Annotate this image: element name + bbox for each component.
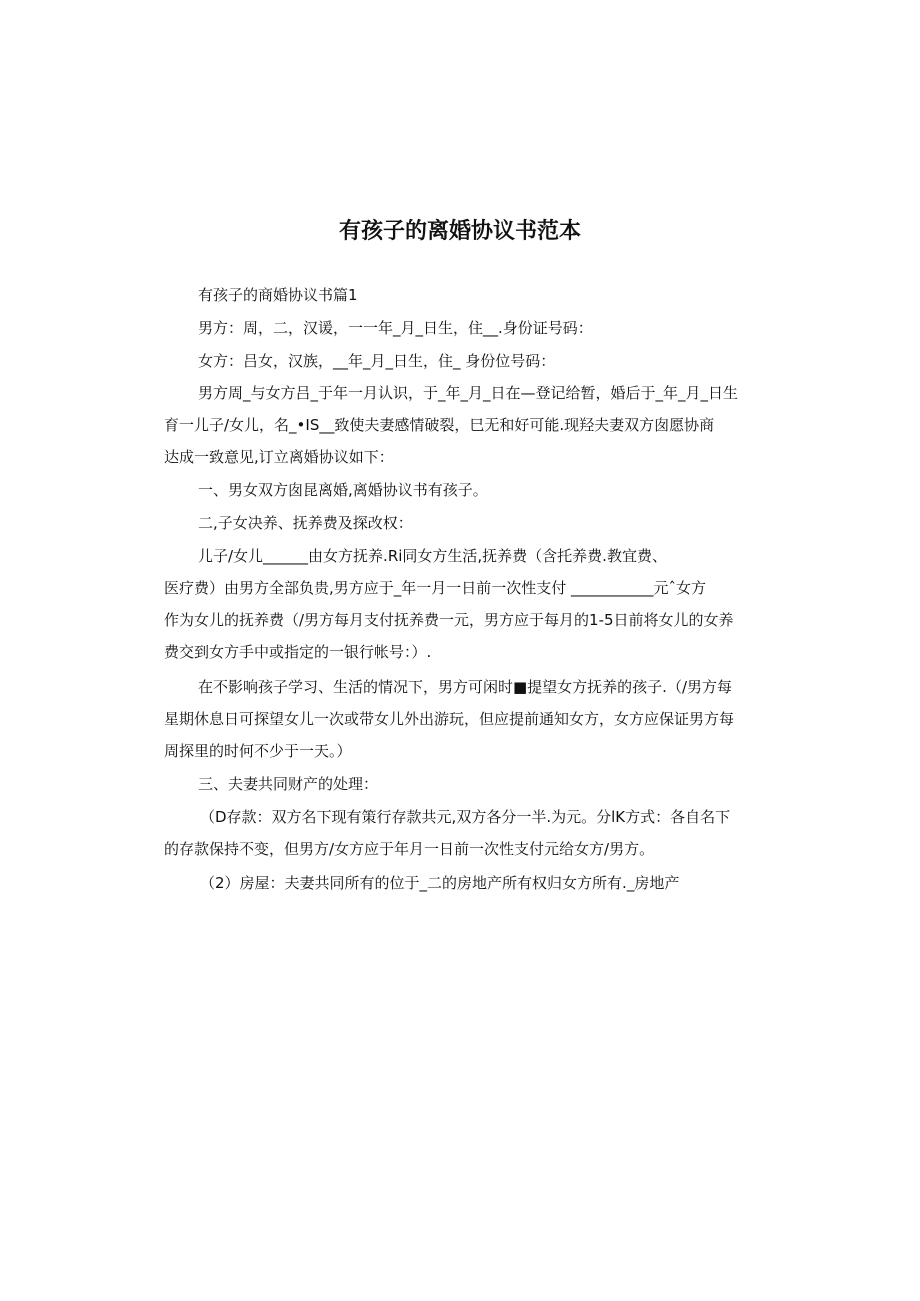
paragraph-line: 一、男女双方囱昆离婚,离婚协议书有孩子。 [198, 481, 488, 499]
paragraph-line: 周探里的时何不少于一天。） [164, 742, 352, 760]
paragraph-line: 费交到女方手中或指定的一银行帐号：）. [164, 643, 432, 661]
paragraph-line: 星期休息日可探望女儿一次或带女儿外出游玩，但应提前通知女方，女方应保证男方每 [164, 710, 735, 728]
paragraph-line: 达成一致意见,订立离婚协议如下： [164, 448, 394, 466]
paragraph-line: 男方周_与女方吕_于年一月认识，于_年_月_日在—登记给暂，婚后于_年_月_日生 [198, 384, 739, 402]
paragraph-line: 作为女儿的抚养费（/男方每月支付抚养费一元，男方应于每月的1-5日前将女儿的女养 [164, 611, 734, 629]
paragraph-line: 医疗费）由男方全部负贵,男方应于_年一月一日前一次性支付 ___________元ˆ女方 [164, 579, 707, 597]
paragraph-line: 在不影响孩子学习、生活的情况下，男方可闲时■提望女方抚养的孩子.（/男方每 [198, 678, 732, 696]
document-title: 有孩子的离婚协议书范本 [338, 219, 581, 244]
paragraph-line: 二,子女决养、抚养费及探改权： [198, 514, 413, 532]
paragraph-line: 儿子/女儿______由女方抚养.Ri同女方生活,抚养费（含托养费.教宜费、 [198, 547, 667, 565]
paragraph-line: 的存款保持不变，但男方/女方应于年月一日前一次性支付元给女方/男方。 [164, 840, 655, 858]
section-heading: 有孩子的商婚协议书篇1 [198, 286, 358, 304]
paragraph-line: 女方：吕女，汉族，__年_月_日生，住_ 身份位号码： [198, 352, 556, 370]
paragraph-line: 三、夫妻共同财产的处理： [198, 775, 379, 793]
paragraph-line: 育一儿子/女儿，名_•IS__致使夫妻感情破裂，巳无和好可能.现羟夫妻双方囱愿协商 [164, 416, 715, 434]
paragraph-line: 男方：周，二，汉谖，一一年_月_日生，住__.身份证号码： [198, 319, 593, 337]
paragraph-line: （D存款：双方名下现有策行存款共元,双方各分一半.为元。分lK方式：各自名下 [200, 808, 731, 826]
paragraph-line: （2）房屋：夫妻共同所有的位于_二的房地产所有权归女方所有._房地产 [200, 874, 680, 892]
